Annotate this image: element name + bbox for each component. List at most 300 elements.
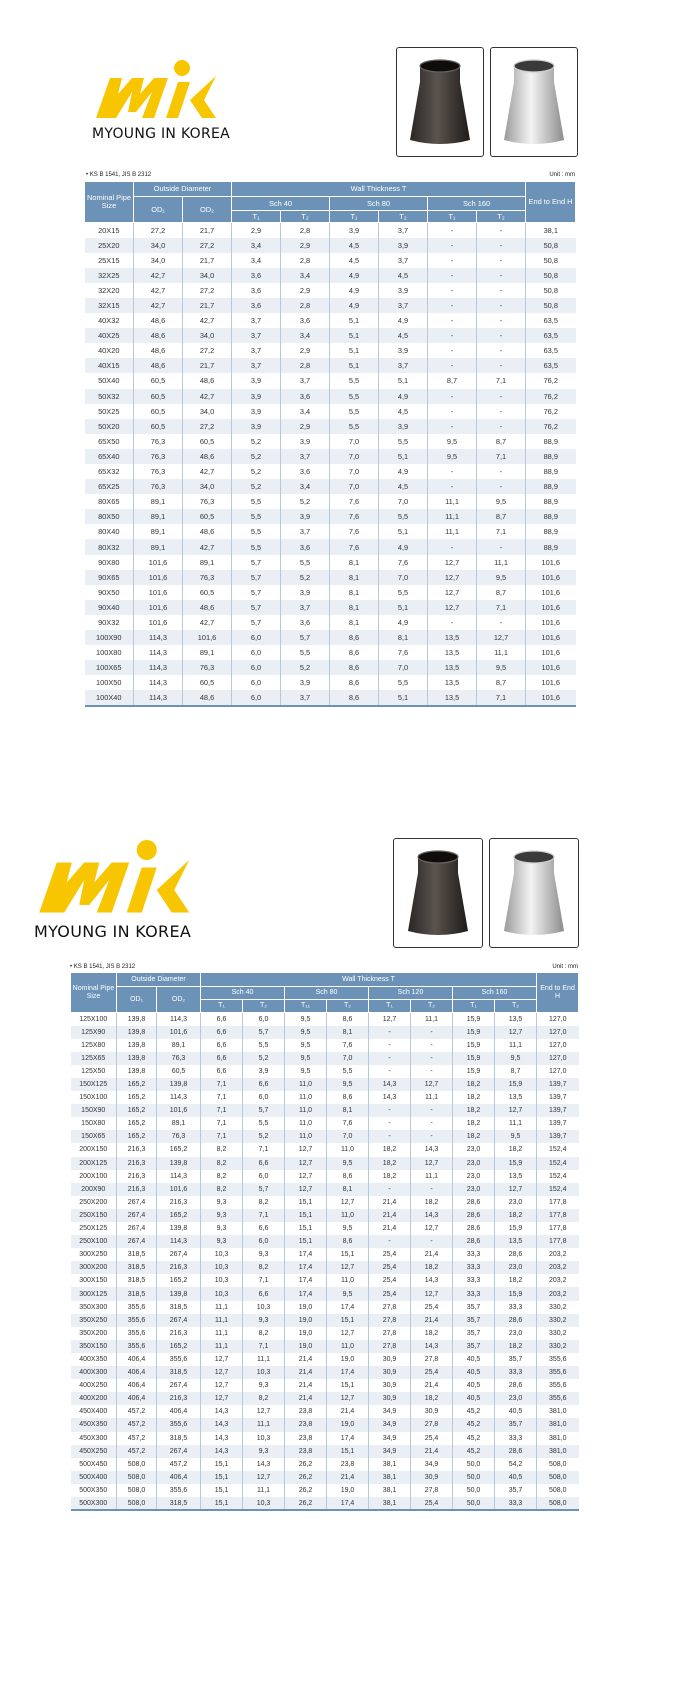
- od2-header: OD₂: [183, 197, 232, 223]
- table-cell: -: [477, 298, 526, 313]
- spec-sheet-2: [0, 860, 700, 1680]
- table-cell: 12,7: [495, 1026, 537, 1039]
- table-row: [71, 1157, 579, 1170]
- pipe-size-cell: 100X90: [85, 630, 134, 645]
- pipe-size-cell: 500X400: [71, 1471, 117, 1484]
- company-logo: [34, 840, 192, 941]
- pipe-size-cell: 100X50: [96, 678, 122, 688]
- table-cell: 8,6: [330, 630, 379, 645]
- table-cell: 7,0: [327, 1052, 369, 1065]
- table-cell: 23,8: [285, 1432, 327, 1445]
- table-cell: 35,7: [495, 1418, 537, 1431]
- table-cell: 21,4: [411, 1445, 453, 1458]
- table-cell: 13,5: [495, 1091, 537, 1104]
- table-cell: 6,6: [201, 1052, 243, 1065]
- table-cell: 508,0: [537, 1471, 579, 1484]
- t1-header: T₁: [330, 211, 379, 223]
- table-cell: 25,4: [369, 1287, 411, 1300]
- reducer-black-icon: [405, 847, 471, 939]
- table-cell: 13,5: [428, 645, 477, 660]
- table-cell: 139,8: [117, 1039, 157, 1052]
- table-cell: 89,1: [134, 509, 183, 524]
- table-row: [85, 404, 576, 419]
- table-cell: 139,7: [537, 1104, 579, 1117]
- table-cell: 89,1: [134, 524, 183, 539]
- table-cell: 18,2: [495, 1209, 537, 1222]
- table-row: [71, 1471, 579, 1484]
- table-cell: 11,0: [327, 1143, 369, 1156]
- table-cell: 88,9: [526, 524, 576, 539]
- table-cell: 3,9: [281, 509, 330, 524]
- table-cell: 17,4: [327, 1301, 369, 1314]
- table-cell: 48,6: [183, 524, 232, 539]
- table-cell: 50,8: [526, 268, 576, 283]
- table-cell: 9,5: [477, 494, 526, 509]
- table-cell: 12,7: [327, 1327, 369, 1340]
- table-cell: 14,3: [411, 1209, 453, 1222]
- od2-header: OD₂: [157, 987, 201, 1013]
- table-cell: 14,3: [201, 1445, 243, 1458]
- table-cell: 152,4: [537, 1170, 579, 1183]
- table-cell: 18,2: [453, 1078, 495, 1091]
- pipe-size-cell: 25X15: [98, 255, 120, 265]
- od1-header: OD₁: [134, 197, 183, 223]
- table-cell: 139,8: [117, 1065, 157, 1078]
- table-cell: -: [428, 268, 477, 283]
- table-cell: 3,9: [232, 373, 281, 388]
- table-row: [71, 1104, 579, 1117]
- table-cell: -: [428, 253, 477, 268]
- table-cell: 5,5: [232, 494, 281, 509]
- pipe-size-cell: 40X32: [98, 316, 120, 326]
- table-cell: 17,4: [285, 1274, 327, 1287]
- pipe-size-cell: 300X125: [71, 1287, 117, 1300]
- pipe-size-cell: 65X40: [85, 449, 134, 464]
- table-cell: 2,8: [281, 358, 330, 373]
- table-cell: -: [411, 1117, 453, 1130]
- table-cell: 101,6: [134, 585, 183, 600]
- table-cell: 48,6: [183, 690, 232, 705]
- table-cell: -: [428, 343, 477, 358]
- table-cell: 14,3: [201, 1405, 243, 1418]
- table-cell: 6,0: [232, 660, 281, 675]
- table-cell: 26,2: [285, 1497, 327, 1510]
- table-cell: 203,2: [537, 1274, 579, 1287]
- table-row: [71, 1222, 579, 1235]
- table-cell: 18,2: [369, 1143, 411, 1156]
- table-cell: 7,1: [243, 1143, 285, 1156]
- table-cell: 11,1: [428, 524, 477, 539]
- t1-header: T₁: [453, 1000, 495, 1013]
- table-cell: 5,5: [330, 389, 379, 404]
- table-cell: 5,5: [330, 419, 379, 434]
- table-cell: 88,9: [526, 539, 576, 554]
- table-cell: 13,5: [428, 660, 477, 675]
- table-cell: 355,6: [117, 1327, 157, 1340]
- table-row: [85, 283, 576, 298]
- table-cell: 355,6: [117, 1301, 157, 1314]
- table-cell: 2,9: [281, 343, 330, 358]
- table-cell: 5,2: [232, 479, 281, 494]
- table-cell: 4,9: [379, 615, 428, 630]
- table-cell: 88,9: [526, 494, 576, 509]
- table-cell: 3,9: [330, 223, 379, 238]
- table-body: [71, 1013, 579, 1511]
- table-cell: 5,1: [379, 373, 428, 388]
- reducer-spec-table-1: [84, 181, 576, 707]
- table-cell: -: [428, 298, 477, 313]
- table-cell: 30,9: [369, 1353, 411, 1366]
- table-cell: 165,2: [117, 1117, 157, 1130]
- table-cell: -: [477, 419, 526, 434]
- table-cell: 216,3: [117, 1157, 157, 1170]
- table-row: [85, 419, 576, 434]
- table-cell: 8,1: [330, 600, 379, 615]
- table-cell: 21,4: [285, 1392, 327, 1405]
- table-cell: 318,5: [157, 1497, 201, 1510]
- table-cell: 23,8: [327, 1458, 369, 1471]
- table-cell: -: [428, 464, 477, 479]
- table-cell: 127,0: [537, 1026, 579, 1039]
- table-cell: 88,9: [526, 479, 576, 494]
- pipe-size-cell: 300X150: [79, 1277, 108, 1285]
- table-cell: 48,6: [134, 313, 183, 328]
- table-cell: 101,6: [526, 570, 576, 585]
- t2-header: T₂: [477, 211, 526, 223]
- table-cell: 6,0: [232, 675, 281, 690]
- table-cell: -: [428, 615, 477, 630]
- table-cell: 21,4: [327, 1471, 369, 1484]
- table-cell: 45,2: [453, 1405, 495, 1418]
- table-cell: 5,5: [327, 1065, 369, 1078]
- table-cell: 8,1: [330, 570, 379, 585]
- table-cell: 101,6: [526, 630, 576, 645]
- table-cell: 152,4: [537, 1183, 579, 1196]
- table-cell: 6,6: [201, 1013, 243, 1026]
- table-cell: 5,2: [243, 1130, 285, 1143]
- table-cell: -: [428, 419, 477, 434]
- table-cell: 5,7: [243, 1183, 285, 1196]
- table-row: [85, 585, 576, 600]
- table-cell: 114,3: [134, 675, 183, 690]
- table-cell: 3,4: [232, 238, 281, 253]
- table-row: [71, 1183, 579, 1196]
- table-cell: 3,9: [232, 419, 281, 434]
- table-cell: 3,4: [281, 328, 330, 343]
- table-cell: 13,5: [495, 1170, 537, 1183]
- company-logo: [92, 60, 230, 142]
- table-cell: 203,2: [537, 1248, 579, 1261]
- table-row: [85, 479, 576, 494]
- table-cell: 21,7: [183, 358, 232, 373]
- table-cell: 5,1: [379, 449, 428, 464]
- table-cell: 25,4: [411, 1432, 453, 1445]
- table-cell: 6,0: [243, 1170, 285, 1183]
- table-cell: 7,6: [327, 1117, 369, 1130]
- table-cell: 27,8: [411, 1484, 453, 1497]
- table-cell: 508,0: [117, 1497, 157, 1510]
- table-cell: 10,3: [201, 1248, 243, 1261]
- table-cell: 63,5: [526, 358, 576, 373]
- table-cell: 5,2: [281, 570, 330, 585]
- table-cell: 203,2: [537, 1287, 579, 1300]
- table-cell: 267,4: [157, 1445, 201, 1458]
- table-cell: 114,3: [157, 1170, 201, 1183]
- table-cell: 13,5: [495, 1013, 537, 1026]
- pipe-size-cell: 500X300: [71, 1497, 117, 1510]
- table-cell: 5,5: [232, 509, 281, 524]
- table-cell: 8,6: [327, 1235, 369, 1248]
- sch160-header: Sch 160: [428, 197, 526, 211]
- table-cell: 7,1: [201, 1130, 243, 1143]
- table-cell: 15,9: [495, 1222, 537, 1235]
- table-cell: 50,0: [453, 1458, 495, 1471]
- table-cell: 88,9: [526, 449, 576, 464]
- table-cell: 63,5: [526, 328, 576, 343]
- table-cell: 9,5: [285, 1039, 327, 1052]
- table-cell: 76,2: [526, 373, 576, 388]
- table-cell: 27,8: [411, 1418, 453, 1431]
- table-row: [71, 1327, 579, 1340]
- table-cell: 50,8: [526, 283, 576, 298]
- table-cell: 8,6: [327, 1091, 369, 1104]
- table-cell: -: [428, 238, 477, 253]
- table-cell: 139,7: [537, 1117, 579, 1130]
- table-cell: -: [477, 464, 526, 479]
- pipe-size-cell: 80X32: [85, 539, 134, 554]
- table-cell: 3,9: [379, 343, 428, 358]
- table-cell: 5,7: [243, 1026, 285, 1039]
- table-cell: 15,1: [285, 1235, 327, 1248]
- table-cell: 26,2: [285, 1484, 327, 1497]
- table-cell: 12,7: [285, 1143, 327, 1156]
- table-row: [85, 328, 576, 343]
- pipe-size-cell: 50X25: [98, 406, 120, 416]
- table-row: [71, 1209, 579, 1222]
- table-cell: 76,3: [134, 464, 183, 479]
- table-cell: 50,0: [453, 1497, 495, 1510]
- table-row: [71, 1196, 579, 1209]
- table-cell: 267,4: [117, 1196, 157, 1209]
- table-cell: 508,0: [117, 1471, 157, 1484]
- pipe-size-cell: 125X90: [71, 1026, 117, 1039]
- table-cell: -: [369, 1130, 411, 1143]
- table-cell: 12,7: [327, 1392, 369, 1405]
- table-cell: 27,2: [183, 283, 232, 298]
- table-cell: 5,5: [281, 555, 330, 570]
- table-cell: 12,7: [369, 1013, 411, 1026]
- table-cell: 27,2: [183, 238, 232, 253]
- table-cell: 5,7: [281, 630, 330, 645]
- table-cell: 9,5: [285, 1052, 327, 1065]
- table-cell: 203,2: [537, 1261, 579, 1274]
- table-row: [71, 1078, 579, 1091]
- table-cell: 50,8: [526, 298, 576, 313]
- table-row: [71, 1301, 579, 1314]
- table-cell: 11,0: [327, 1209, 369, 1222]
- table-cell: 40,5: [453, 1366, 495, 1379]
- table-cell: 33,3: [453, 1287, 495, 1300]
- table-cell: 8,1: [327, 1183, 369, 1196]
- table-cell: 3,7: [232, 358, 281, 373]
- table-cell: 3,9: [232, 404, 281, 419]
- table-cell: 34,9: [411, 1458, 453, 1471]
- table-cell: 11,0: [327, 1274, 369, 1287]
- table-cell: 33,3: [495, 1301, 537, 1314]
- table-cell: 6,0: [243, 1013, 285, 1026]
- table-cell: 18,2: [411, 1392, 453, 1405]
- table-cell: 7,1: [477, 373, 526, 388]
- pipe-size-cell: 150X125: [71, 1078, 117, 1091]
- table-cell: 11,1: [243, 1353, 285, 1366]
- table-cell: 76,2: [526, 419, 576, 434]
- pipe-size-cell: 32X15: [85, 298, 134, 313]
- table-cell: 5,7: [232, 555, 281, 570]
- table-cell: 3,6: [232, 268, 281, 283]
- table-cell: 15,1: [201, 1458, 243, 1471]
- table-cell: 14,3: [201, 1432, 243, 1445]
- table-cell: 3,4: [281, 479, 330, 494]
- table-cell: 11,1: [477, 645, 526, 660]
- table-cell: 19,0: [327, 1418, 369, 1431]
- table-cell: 60,5: [134, 373, 183, 388]
- table-cell: 355,6: [157, 1484, 201, 1497]
- table-cell: 10,3: [243, 1301, 285, 1314]
- table-cell: 4,9: [330, 268, 379, 283]
- table-cell: -: [428, 223, 477, 238]
- table-cell: 2,9: [281, 419, 330, 434]
- sch120-header: Sch 120: [369, 987, 453, 1000]
- table-cell: 216,3: [117, 1170, 157, 1183]
- table-cell: 3,9: [379, 238, 428, 253]
- table-cell: 165,2: [157, 1143, 201, 1156]
- pipe-size-cell: 500X350: [79, 1486, 108, 1494]
- pipe-size-cell: 250X200: [79, 1198, 108, 1206]
- table-cell: 4,5: [379, 268, 428, 283]
- table-cell: 45,2: [453, 1445, 495, 1458]
- table-cell: 26,2: [285, 1471, 327, 1484]
- table-cell: 457,2: [117, 1432, 157, 1445]
- table-cell: 5,5: [243, 1039, 285, 1052]
- table-cell: 139,7: [537, 1091, 579, 1104]
- table-cell: 42,7: [134, 283, 183, 298]
- table-cell: 15,1: [285, 1209, 327, 1222]
- table-cell: 34,9: [369, 1418, 411, 1431]
- table-cell: 3,6: [232, 283, 281, 298]
- table-cell: -: [411, 1183, 453, 1196]
- table-cell: 5,1: [330, 343, 379, 358]
- table-cell: 216,3: [117, 1183, 157, 1196]
- pipe-size-cell: 350X300: [79, 1303, 108, 1311]
- table-cell: 3,7: [232, 313, 281, 328]
- pipe-size-cell: 400X350: [79, 1355, 108, 1363]
- table-cell: 25,4: [369, 1274, 411, 1287]
- table-cell: 4,9: [379, 389, 428, 404]
- table-cell: 23,8: [285, 1405, 327, 1418]
- table-cell: 165,2: [117, 1078, 157, 1091]
- pipe-size-cell: 100X40: [85, 690, 134, 705]
- table-cell: 101,6: [134, 570, 183, 585]
- table-cell: 3,9: [281, 675, 330, 690]
- table-cell: 355,6: [537, 1353, 579, 1366]
- table-cell: 21,4: [369, 1196, 411, 1209]
- table-cell: 33,3: [453, 1261, 495, 1274]
- table-cell: 114,3: [157, 1013, 201, 1026]
- table-cell: 2,9: [281, 238, 330, 253]
- table-cell: -: [411, 1104, 453, 1117]
- table-cell: 12,7: [428, 570, 477, 585]
- table-cell: 35,7: [495, 1353, 537, 1366]
- wall-thickness-header: Wall Thickness T: [232, 182, 526, 197]
- pipe-size-cell: 125X100: [79, 1015, 108, 1023]
- table-cell: 318,5: [117, 1287, 157, 1300]
- table-cell: 17,4: [285, 1261, 327, 1274]
- brand-name: MYOUNG IN KOREA: [34, 922, 192, 941]
- table-cell: 8,2: [243, 1261, 285, 1274]
- table-cell: 21,7: [183, 253, 232, 268]
- mik-logo-mark: [92, 60, 218, 124]
- table-cell: 7,1: [243, 1340, 285, 1353]
- table-cell: 12,7: [495, 1104, 537, 1117]
- table-cell: 60,5: [183, 585, 232, 600]
- table-cell: 89,1: [183, 645, 232, 660]
- pipe-size-cell: 150X80: [81, 1120, 106, 1128]
- table-cell: 21,4: [411, 1248, 453, 1261]
- pipe-size-cell: 300X250: [79, 1251, 108, 1259]
- table-row: [85, 509, 576, 524]
- table-cell: 12,7: [477, 630, 526, 645]
- table-cell: 17,4: [327, 1497, 369, 1510]
- table-header: [85, 182, 576, 223]
- table-cell: 12,7: [411, 1222, 453, 1235]
- pipe-size-cell: 65X50: [98, 436, 120, 446]
- pipe-size-cell: 300X200: [71, 1261, 117, 1274]
- table-cell: 40,5: [495, 1471, 537, 1484]
- table-cell: 101,6: [157, 1104, 201, 1117]
- table-cell: -: [428, 479, 477, 494]
- table-cell: 60,5: [157, 1065, 201, 1078]
- table-cell: 18,2: [369, 1170, 411, 1183]
- table-cell: 8,2: [243, 1196, 285, 1209]
- table-cell: 33,3: [495, 1432, 537, 1445]
- table-cell: 33,3: [453, 1274, 495, 1287]
- table-cell: 15,1: [327, 1314, 369, 1327]
- table-cell: 7,0: [327, 1130, 369, 1143]
- table-cell: 8,2: [201, 1157, 243, 1170]
- table-cell: 381,0: [537, 1445, 579, 1458]
- table-cell: 139,8: [117, 1026, 157, 1039]
- table-cell: 27,8: [369, 1301, 411, 1314]
- table-cell: 35,7: [453, 1340, 495, 1353]
- table-cell: 63,5: [526, 313, 576, 328]
- table-cell: 381,0: [537, 1418, 579, 1431]
- table-cell: 508,0: [117, 1484, 157, 1497]
- table-cell: 11,0: [285, 1078, 327, 1091]
- pipe-size-cell: 400X250: [79, 1382, 108, 1390]
- table-row: [85, 449, 576, 464]
- table-cell: 40,5: [453, 1353, 495, 1366]
- table-cell: 19,0: [285, 1314, 327, 1327]
- table-cell: 12,7: [201, 1392, 243, 1405]
- table-cell: 12,7: [327, 1261, 369, 1274]
- table-cell: 27,8: [369, 1314, 411, 1327]
- table-cell: 76,2: [526, 389, 576, 404]
- table-cell: 8,2: [201, 1143, 243, 1156]
- table-cell: 7,1: [477, 600, 526, 615]
- table-cell: 28,6: [453, 1209, 495, 1222]
- table-cell: 28,6: [495, 1314, 537, 1327]
- table-cell: 42,7: [183, 313, 232, 328]
